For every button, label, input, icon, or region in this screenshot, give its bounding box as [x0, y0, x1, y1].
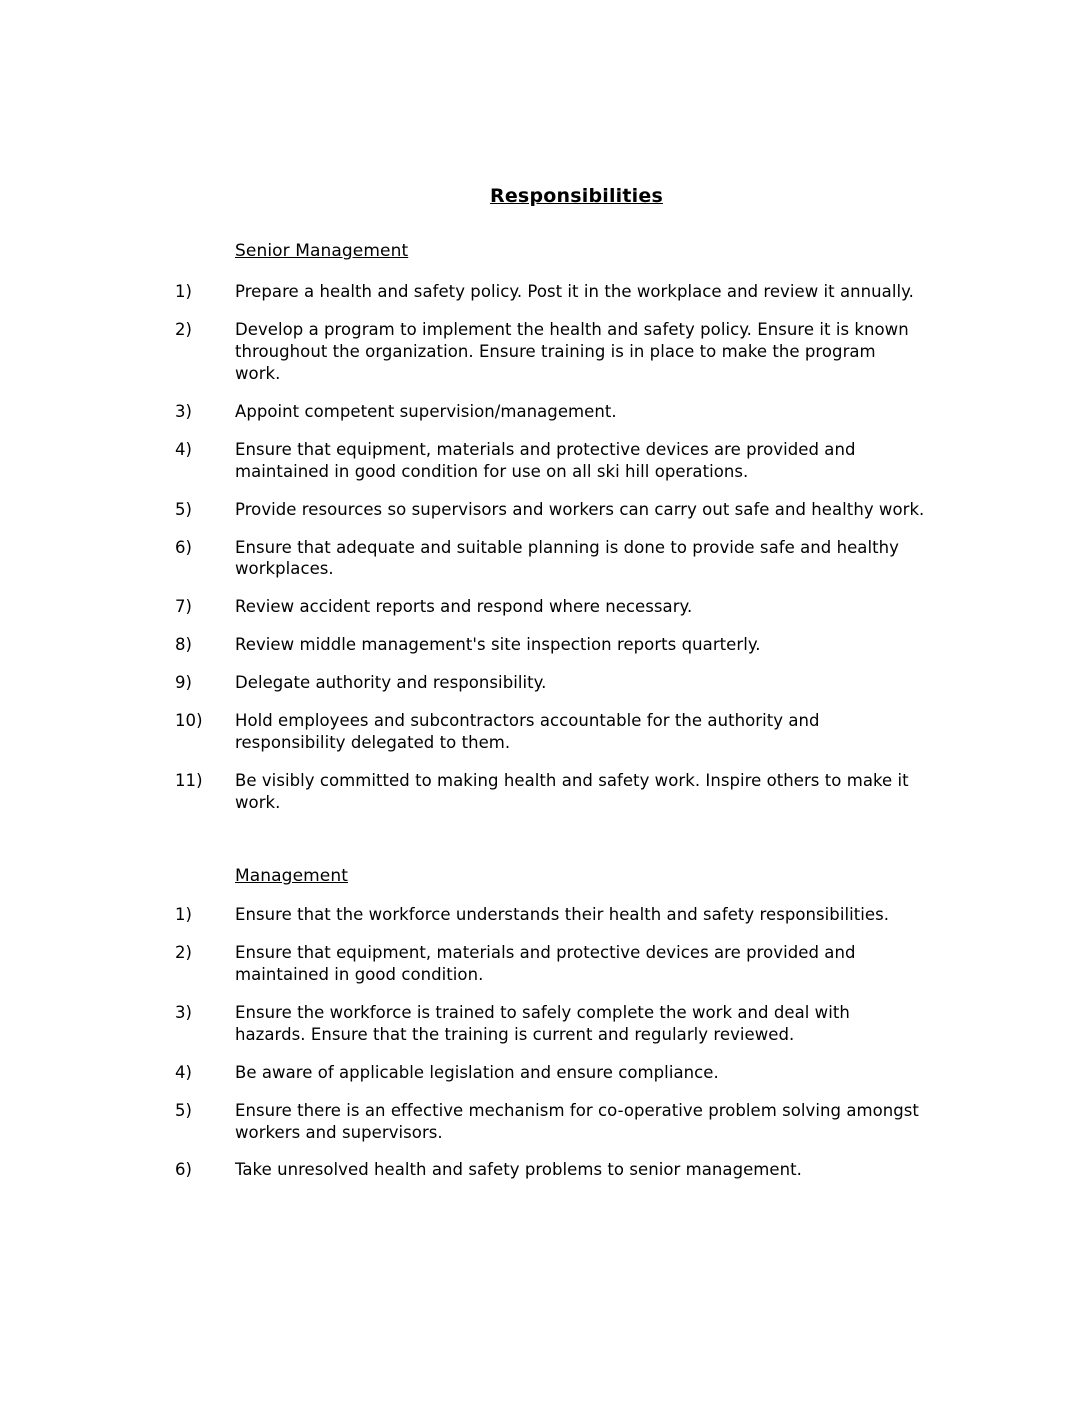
list-management: [175, 904, 968, 1181]
list-item-number: 3): [175, 401, 193, 421]
list-item-text: Ensure that adequate and suitable planning is done to provide safe and healthy workplaces.: [235, 537, 899, 579]
list-item: [175, 672, 968, 694]
list-item: [175, 319, 968, 385]
list-item-number: 4): [175, 439, 193, 459]
list-item-text: Ensure there is an effective mechanism for co-operative problem solving amongst workers and supervisors.: [235, 1100, 919, 1142]
list-item-number: 2): [175, 319, 193, 339]
list-item-text: Ensure that equipment, materials and protective devices are provided and maintained in good condition.: [235, 942, 856, 984]
list-item: [175, 634, 968, 656]
list-item: [175, 942, 968, 986]
list-item: [175, 439, 968, 483]
list-item-text: Ensure that equipment, materials and protective devices are provided and maintained in good condition for use on all ski hill operations.: [235, 439, 856, 481]
list-item: [175, 281, 968, 303]
list-item: [175, 401, 968, 423]
list-item: [175, 1062, 968, 1084]
list-item-number: 11): [175, 771, 203, 791]
list-item-number: 5): [175, 1100, 193, 1120]
list-item-text: Delegate authority and responsibility.: [235, 673, 547, 693]
list-item-number: 9): [175, 673, 193, 693]
list-senior-management: [175, 281, 968, 814]
list-item-text: Provide resources so supervisors and workers can carry out safe and healthy work.: [235, 499, 925, 519]
list-item-number: 7): [175, 597, 193, 617]
list-item: [175, 1002, 968, 1046]
section-senior-management: [175, 241, 968, 814]
list-item-text: Hold employees and subcontractors accountable for the authority and responsibility delegated to them.: [235, 711, 820, 753]
section-heading-senior-management: Senior Management: [235, 241, 409, 261]
list-item-text: Ensure that the workforce understands their health and safety responsibilities.: [235, 904, 890, 924]
list-item-number: 1): [175, 904, 193, 924]
list-item-number: 3): [175, 1002, 193, 1022]
section-management: [175, 866, 968, 1181]
list-item-number: 10): [175, 711, 203, 731]
list-item-text: Review accident reports and respond where necessary.: [235, 597, 693, 617]
list-item: [175, 1100, 968, 1144]
list-item: [175, 499, 968, 521]
list-item-number: 1): [175, 282, 193, 301]
section-heading-management: Management: [235, 865, 348, 886]
list-item-text: Prepare a health and safety policy. Post it in the workplace and review it annually.: [235, 282, 914, 301]
list-item: [175, 904, 968, 926]
list-item: [175, 1159, 968, 1181]
list-item-number: 4): [175, 1062, 193, 1082]
list-item: [175, 537, 968, 581]
list-item-number: 6): [175, 1160, 193, 1180]
list-item-text: Ensure the workforce is trained to safely complete the work and deal with hazards. Ensure that the training is current and regularly reviewed.: [235, 1002, 850, 1044]
list-item-number: 2): [175, 942, 193, 962]
list-item-text: Be aware of applicable legislation and ensure compliance.: [235, 1062, 719, 1082]
list-item-text: Appoint competent supervision/management.: [235, 401, 617, 421]
list-item-text: Be visibly committed to making health and safety work. Inspire others to make it work.: [235, 771, 909, 812]
list-item: [175, 710, 968, 754]
list-item-number: 6): [175, 537, 193, 557]
list-item: [175, 770, 968, 814]
list-item: [175, 596, 968, 618]
list-item-number: 5): [175, 499, 193, 519]
list-item-number: 8): [175, 635, 193, 655]
list-item-text: Review middle management's site inspection reports quarterly.: [235, 635, 761, 655]
list-item-text: Take unresolved health and safety problems to senior management.: [235, 1160, 802, 1180]
page-title: Responsibilities: [490, 185, 663, 207]
list-item-text: Develop a program to implement the health and safety policy. Ensure it is known throughout the organization. Ensure training is in place to make the program work.: [235, 319, 909, 383]
